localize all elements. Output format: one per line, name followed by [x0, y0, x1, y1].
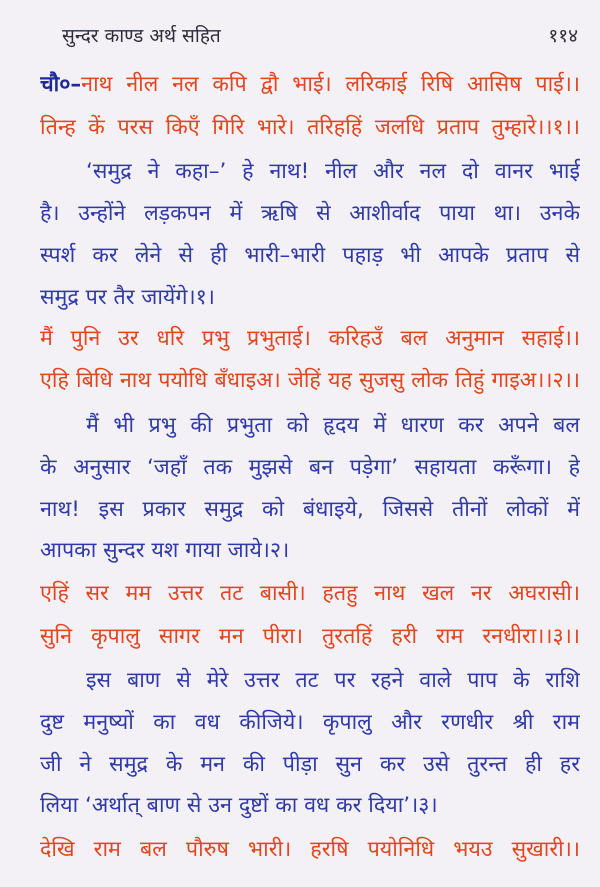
prose-line: ‘समुद्र ने कहा–’ हे नाथ! नील और नल दो वानर भाई — [86, 159, 580, 184]
verse-line: देखि राम बल पौरुष भारी। हरषि पयोनिधि भयउ सुखारी।। — [40, 837, 580, 862]
prose-line: इस बाण से मेरे उत्तर तट पर रहने वाले पाप के राशि — [86, 668, 580, 693]
verse-line: मैं पुनि उर धरि प्रभु प्रभुताई। करिहउँ बल अनुमान सहाई।। — [40, 326, 580, 351]
prose-line: है। उन्होंने लड़कपन में ऋषि से आशीर्वाद पाया था। उनके — [40, 201, 580, 226]
prose-line: के अनुसार ‘जहाँ तक मुझसे बन पड़ेगा’ सहायता करूँगा। हे — [40, 455, 580, 480]
page-header — [62, 22, 578, 52]
prose-line: लिया ‘अर्थात् बाण से उन दुष्टों का वध कर दिया’।३। — [40, 793, 438, 818]
prose-line: दुष्ट मनुष्यों का वध कीजिये। कृपालु और रणधीर श्री राम — [40, 710, 580, 735]
running-title: सुन्दर काण्ड अर्थ सहित — [62, 25, 221, 47]
prose-line: मैं भी प्रभु की प्रभुता को हृदय में धारण कर अपने बल — [86, 413, 580, 438]
verse-line: एहिं सर मम उत्तर तट बासी। हतहु नाथ खल नर अघरासी। — [40, 581, 580, 606]
verse-line: तिन्ह कें परस किएँ गिरि भारे। तरिहहिं जलधि प्रताप तुम्हारे।।१।। — [40, 115, 580, 140]
verse-text: नाथ नील नल कपि द्वौ भाई। लरिकाई रिषि आसिष पाई।। — [81, 72, 580, 97]
prose-line: स्पर्श कर लेने से ही भारी–भारी पहाड़ भी आपके प्रताप से — [40, 243, 580, 268]
prose-line: समुद्र पर तैर जायेंगे।१। — [40, 285, 215, 310]
prose-line: नाथ! इस प्रकार समुद्र को बंधाइये, जिससे तीनों लोकों में — [40, 497, 580, 522]
verse-line — [40, 70, 580, 100]
prose-line: जी ने समुद्र के मन की पीड़ा सुन कर उसे तुरन्त ही हर — [40, 752, 580, 777]
page-number: ११४ — [548, 25, 578, 47]
verse-line: एहि बिधि नाथ पयोधि बँधाइअ। जेहिं यह सुजसु लोक तिहुं गाइअ।।२।। — [40, 368, 580, 393]
chaupai-label: चौ०– — [40, 72, 82, 97]
prose-line: आपका सुन्दर यश गाया जाये।२। — [40, 538, 290, 563]
verse-line: सुनि कृपालु सागर मन पीरा। तुरतहिं हरी राम रनधीरा।।३।। — [40, 624, 580, 649]
